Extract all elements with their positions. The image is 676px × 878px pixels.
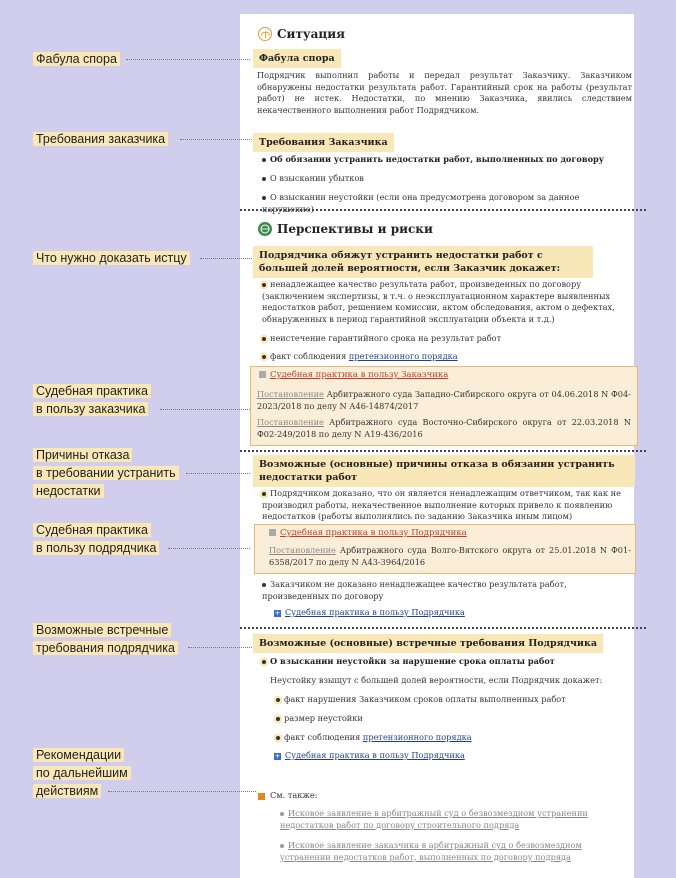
situation-title: Ситуация (277, 27, 345, 41)
practice-contractor-expand[interactable]: + Судебная практика в пользу Подрядчика (274, 607, 465, 617)
section-divider (240, 450, 646, 452)
leader-line (188, 647, 252, 648)
list-item: О взыскании убытков (262, 173, 627, 185)
see-also-item[interactable]: Исковое заявление в арбитражный суд о безвозмездном устранении недостатков работ по договору строительного подряда (280, 808, 588, 830)
postanovlenie-link[interactable]: Постановление (257, 417, 324, 427)
leader-line (108, 791, 256, 792)
list-item: ненадлежащее качество результата работ, произведенных по договору (заключением экспертизы, в т.ч. о неэксплуатационном характере выявленных недостатков работ, решением комиссии, актом обследования, актом о дефектах, обнаруженных в период гарантийной эксплуатации объекта и т.д.) (262, 279, 615, 324)
leader-line (168, 548, 250, 549)
see-also-row: См. также: (258, 790, 623, 802)
list-item: О взыскании неустойки за нарушение срока оплаты работ (262, 656, 627, 668)
practice-item: Постановление Арбитражного суда Западно-Сибирского округа от 04.06.2018 N Ф04-2023/2018 по делу N А46-14874/2017 (257, 389, 631, 411)
expand-icon[interactable]: + (274, 751, 281, 760)
globe-icon (258, 222, 272, 236)
pretenzionny-link[interactable]: претензионного порядка (348, 351, 458, 361)
postanovlenie-link[interactable]: Постановление (257, 389, 324, 399)
risks-title-row (258, 222, 433, 236)
collapse-icon[interactable] (269, 529, 276, 536)
expand-icon[interactable]: + (274, 608, 281, 617)
list-item: факт соблюдения претензионного порядка (276, 732, 641, 744)
fabula-text: Подрядчик выполнил работы и передал результат Заказчику. Заказчиком обнаружены недостатки результата работ. Гарантийный срок на работы (результат работ) не истек. Недостатки, по мнению Заказчика, явились следствием некачественного выполнения работ Подрядчиком. (257, 70, 632, 115)
practice-contractor-toggle[interactable]: Судебная практика в пользу Подрядчика (269, 528, 467, 538)
callout-prichiny: Причины отказа в требовании устранить недостатки (33, 446, 179, 500)
situation-title-row (258, 27, 345, 41)
scales-icon (258, 27, 272, 41)
leader-line (126, 59, 250, 60)
list-item: размер неустойки (276, 713, 641, 725)
callout-dokazat: Что нужно доказать истцу (33, 249, 190, 267)
practice-customer-toggle[interactable]: Судебная практика в пользу Заказчика (259, 370, 448, 380)
risks-title: Перспективы и риски (277, 222, 433, 236)
list-item: неистечение гарантийного срока на результат работ (262, 333, 627, 345)
list-item: О взыскании неустойки (если она предусмотрена договором за данное нарушение) (262, 192, 580, 214)
counter-heading: Возможные (основные) встречные требования Подрядчика (253, 634, 603, 653)
practice-item: Постановление Арбитражного суда Восточно-Сибирского округа от 22.03.2018 N Ф02-249/2018 по делу N А19-436/2016 (257, 417, 631, 439)
section-divider (240, 209, 646, 211)
counter-text: Неустойку взыщут с большей долей вероятности, если Подрядчик докажет: (270, 675, 603, 685)
prove-heading: Подрядчика обяжут устранить недостатки работ с большей долей вероятности, если Заказчик докажет: (253, 246, 593, 278)
callout-trebovaniya: Требования заказчика (33, 130, 168, 148)
practice-item: Постановление Арбитражного суда Волго-Вятского округа от 25.01.2018 N Ф01-6358/2017 по делу N А43-3964/2016 (269, 545, 631, 567)
list-item: Заказчиком не доказано ненадлежащее качество результата работ, произведенных по договору (262, 579, 567, 601)
leader-line (180, 139, 252, 140)
section-divider (240, 627, 646, 629)
list-item: Подрядчиком доказано, что он является ненадлежащим ответчиком, так как не производил работы, некачественное выполнение которых привело к появлению недостатков (работы выполнялись по заданию Заказчика иным лицом) (262, 488, 621, 521)
callout-vstrechnye: Возможные встречные требования подрядчика (33, 621, 178, 657)
leader-line (200, 258, 252, 259)
callout-praktika-podryadchik: Судебная практика в пользу подрядчика (33, 521, 159, 557)
callout-fabula: Фабула спора (33, 50, 120, 68)
postanovlenie-link[interactable]: Постановление (269, 545, 336, 555)
req-heading: Требования Заказчика (253, 133, 394, 152)
list-item: факт соблюдения претензионного порядка (262, 351, 627, 363)
leader-line (160, 409, 250, 410)
refusal-heading: Возможные (основные) причины отказа в обязании устранить недостатки работ (253, 455, 635, 487)
leader-line (186, 473, 250, 474)
pretenzionny-link[interactable]: претензионного порядка (362, 732, 472, 742)
see-also-item[interactable]: Исковое заявление заказчика в арбитражный суд о безвозмездном устранении недостатков работ, выполненных по договору подряда (280, 840, 582, 862)
callout-rekomendacii: Рекомендации по дальнейшим действиям (33, 746, 131, 800)
callout-praktika-zakazchik: Судебная практика в пользу заказчика (33, 382, 151, 418)
practice-customer-box (250, 366, 638, 446)
list-item: факт нарушения Заказчиком сроков оплаты выполненных работ (276, 694, 641, 706)
practice-contractor-expand[interactable]: + Судебная практика в пользу Подрядчика (274, 750, 465, 760)
fabula-heading: Фабула спора (253, 49, 341, 68)
list-item: Об обязании устранить недостатки работ, выполненных по договору (262, 154, 627, 166)
collapse-icon[interactable] (259, 371, 266, 378)
practice-contractor-box (254, 524, 636, 574)
see-also-icon (258, 793, 265, 800)
